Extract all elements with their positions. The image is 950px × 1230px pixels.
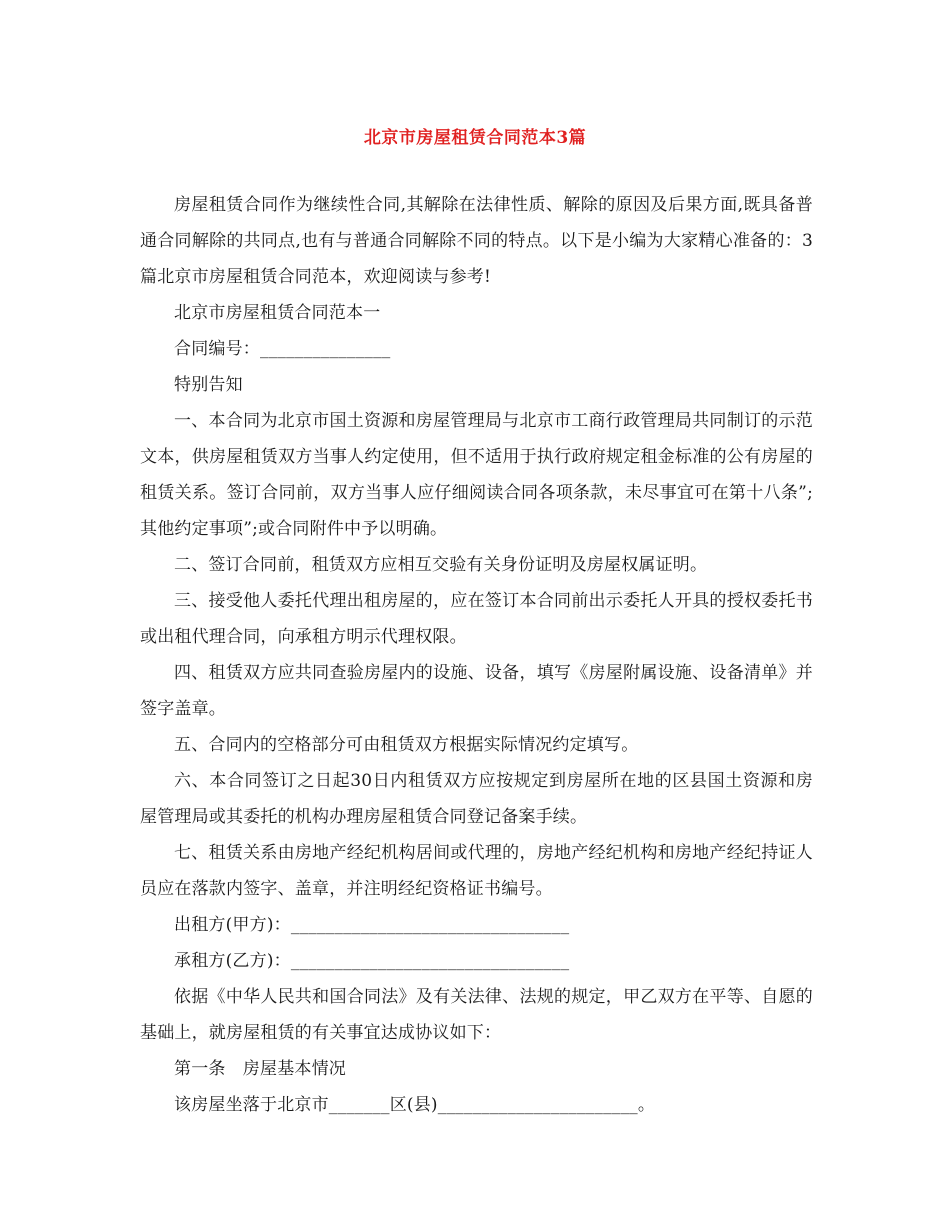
notice-item-2: 二、签订合同前，租赁双方应相互交验有关身份证明及房屋权属证明。 (174, 555, 708, 575)
document-body (140, 187, 813, 1123)
notice-item-5: 五、合同内的空格部分可由租赁双方根据实际情况约定填写。 (174, 735, 639, 755)
property-location-line: 该房屋坐落于北京市_______区(县)_______________________。 (174, 1095, 656, 1115)
notice-item-4: 四、租赁双方应共同查验房屋内的设施、设备，填写《房屋附属设施、设备清单》并签字盖章。 (140, 663, 813, 719)
contract-number-line: 合同编号：_______________ (174, 339, 391, 359)
special-notice-heading: 特别告知 (174, 375, 243, 395)
notice-item-1: 一、本合同为北京市国土资源和房屋管理局与北京市工商行政管理局共同制订的示范文本，供房屋租赁双方当事人约定使用，但不适用于执行政府规定租金标准的公有房屋的租赁关系。签订合同前，双方当事人应仔细阅读合同各项条款，未尽事宜可在第十八条”;其他约定事项”;或合同附件中予以明确。 (140, 411, 813, 539)
lessor-line: 出租方(甲方)：________________________________ (174, 915, 570, 935)
article-1-heading: 第一条 房屋基本情况 (174, 1059, 346, 1079)
lessee-line: 承租方(乙方)：________________________________ (174, 951, 570, 971)
notice-item-6: 六、本合同签订之日起30日内租赁双方应按规定到房屋所在地的区县国土资源和房屋管理局或其委托的机构办理房屋租赁合同登记备案手续。 (140, 771, 813, 827)
document-title: 北京市房屋租赁合同范本3篇 (363, 128, 587, 148)
agreement-basis-paragraph: 依据《中华人民共和国合同法》及有关法律、法规的规定，甲乙双方在平等、自愿的基础上，就房屋租赁的有关事宜达成协议如下： (140, 987, 813, 1043)
intro-paragraph: 房屋租赁合同作为继续性合同,其解除在法律性质、解除的原因及后果方面,既具备普通合同解除的共同点,也有与普通合同解除不同的特点。以下是小编为大家精心准备的：3篇北京市房屋租赁合同范本，欢迎阅读与参考! (140, 195, 813, 287)
notice-item-7: 七、租赁关系由房地产经纪机构居间或代理的，房地产经纪机构和房地产经纪持证人员应在落款内签字、盖章，并注明经纪资格证书编号。 (140, 843, 813, 899)
notice-item-3: 三、接受他人委托代理出租房屋的，应在签订本合同前出示委托人开具的授权委托书或出租代理合同，向承租方明示代理权限。 (140, 591, 813, 647)
contract-heading: 北京市房屋租赁合同范本一 (174, 303, 381, 323)
